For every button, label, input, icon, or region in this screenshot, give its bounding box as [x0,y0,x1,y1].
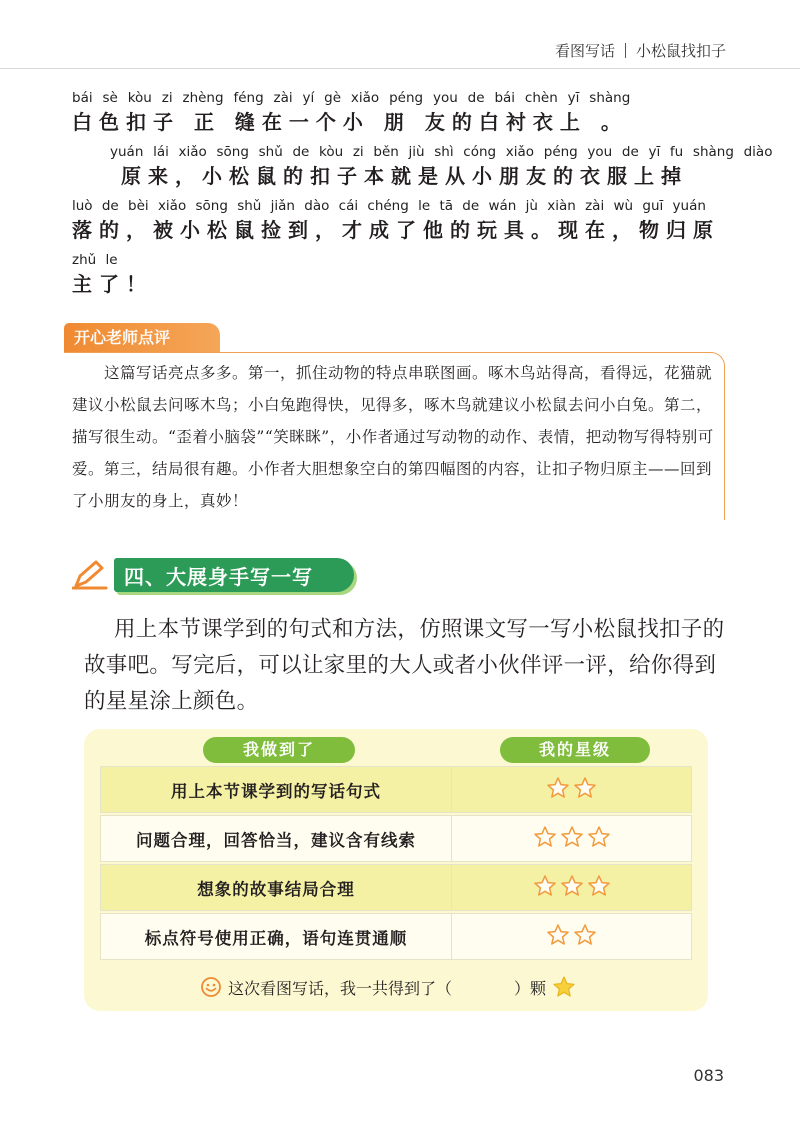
pinyin-line: yuán lái xiǎo sōng shǔ de kòu zi běn jiù shì cóng xiǎo péng you de yī fu shàng diào [110,144,773,160]
column-header-stars: 我的星级 [500,737,650,763]
story-line: 原来，小松鼠的扣子本就是从小朋友的衣服上掉 [121,164,688,188]
footer-text-after: ）颗 [514,978,547,998]
story-line: 落的，被小松鼠捡到，才成了他的玩具。现在，物归原 [72,218,720,242]
comment-text [72,357,722,517]
criterion-text: 想象的故事结局合理 [101,865,452,910]
header-separator [625,43,626,58]
outline-star-icon[interactable] [560,874,584,902]
page-number: 083 [693,1066,724,1085]
header-chapter: 小松鼠找扣子 [635,42,726,60]
rating-row [100,815,692,862]
instructions-text: 用上本节课学到的句式和方法，仿照课文写一写小松鼠找扣子的故事吧。写完后，可以让家里的大人或者小伙伴评一评，给你得到的星星涂上颜色。 [84,617,725,714]
outline-star-icon[interactable] [546,776,570,804]
rating-row [100,913,692,960]
rating-row [100,864,692,911]
pencil-icon [72,560,108,590]
outline-star-icon[interactable] [587,874,611,902]
outline-star-icon[interactable] [573,923,597,951]
pinyin-line: bái sè kòu zi zhèng féng zài yí gè xiǎo péng you de bái chèn yī shàng [72,90,631,106]
pinyin-line: zhǔ le [72,252,118,268]
outline-star-icon[interactable] [560,825,584,853]
section-title: 四、大展身手写一写 [124,565,313,589]
rating-footer [200,975,576,999]
rating-row [100,766,692,813]
story-line: 主了！ [72,272,153,296]
criterion-text: 标点符号使用正确，语句连贯通顺 [101,914,452,959]
story-line: 白色扣子 正 缝在一个小 朋 友的白衬衣上 。 [72,110,628,134]
comment-tab: 开心老师点评 [64,323,220,352]
outline-star-icon[interactable] [587,825,611,853]
pinyin-line: luò de bèi xiǎo sōng shǔ jiǎn dào cái chéng le tā de wán jù xiàn zài wù guī yuán [72,198,706,214]
outline-star-icon[interactable] [546,923,570,951]
section-instructions [84,612,734,720]
footer-text-before: 这次看图写话，我一共得到了（ [228,978,453,998]
criterion-text: 问题合理，回答恰当，建议含有线索 [101,816,452,861]
smiley-icon [200,976,222,998]
outline-star-icon[interactable] [533,825,557,853]
filled-star-icon [552,975,576,999]
outline-star-icon[interactable] [573,776,597,804]
star-cell [452,816,691,861]
running-header [555,40,726,61]
outline-star-icon[interactable] [533,874,557,902]
comment-body: 这篇写话亮点多多。第一，抓住动物的特点串联图画。啄木鸟站得高，看得远，花猫就建议小松鼠去问啄木鸟；小白兔跑得快，见得多，啄木鸟就建议小松鼠去问小白兔。第二，描写很生动。“歪着小脑袋”“笑眯眯”，小作者通过写动物的动作、表情，把动物写得特别可爱。第三，结局很有趣。小作者大胆想象空白的第四幅图的内容，让扣子物归原主——回到了小朋友的身上，真妙！ [72,364,714,510]
star-cell [452,865,691,910]
star-cell [452,767,691,812]
header-section: 看图写话 [554,42,615,60]
criterion-text: 用上本节课学到的写话句式 [101,767,452,812]
column-header-done: 我做到了 [203,737,355,763]
star-cell [452,914,691,959]
header-rule [0,68,800,69]
